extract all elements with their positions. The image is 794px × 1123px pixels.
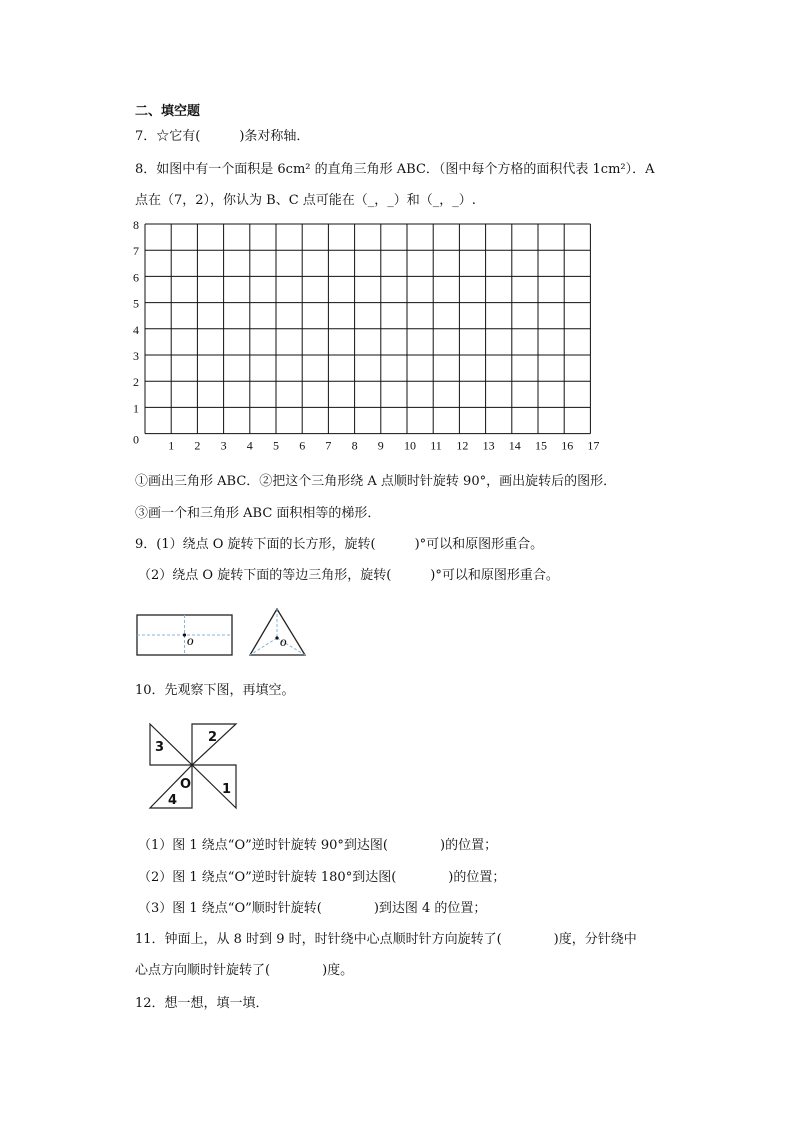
x-tick-label: 12 <box>456 438 469 453</box>
x-tick-label: 11 <box>430 438 442 453</box>
question-11-line-2: 心点方向顺时针旋转了( )度。 <box>135 963 354 978</box>
question-8-task-2: ③画一个和三角形 ABC 面积相等的梯形． <box>135 506 381 521</box>
pinwheel-figure <box>148 722 248 817</box>
y-tick-label: 5 <box>133 296 139 311</box>
triangle-figure <box>247 606 312 656</box>
x-tick-label: 8 <box>351 438 358 453</box>
triangle-center-point <box>275 636 278 639</box>
question-12: 12．想一想，填一填． <box>135 996 269 1011</box>
rect-center-label: O <box>187 637 194 647</box>
question-10-sub-1: （1）图 1 绕点“O”逆时针旋转 90°到达图( )的位置； <box>138 838 498 853</box>
question-8-line-2: 点在（7，2），你认为 B、C 点可能在（_，_）和（_，_）. <box>135 193 476 208</box>
question-10-sub-2: （2）图 1 绕点“O”逆时针旋转 180°到达图( )的位置； <box>138 870 506 885</box>
x-tick-label: 4 <box>246 438 253 453</box>
question-11-line-1: 11．钟面上，从 8 时到 9 时，时针绕中心点顺时针方向旋转了( )度，分针绕中 <box>135 932 637 947</box>
triangle-center-label: O <box>280 638 287 648</box>
question-7: 7．☆它有( )条对称轴． <box>135 129 310 144</box>
question-10: 10．先观察下图，再填空。 <box>135 683 295 698</box>
x-tick-label: 1 <box>168 438 175 453</box>
x-tick-label: 7 <box>325 438 332 453</box>
y-tick-label: 8 <box>133 218 139 232</box>
y-tick-label: 3 <box>133 349 139 363</box>
x-tick-label: 15 <box>535 438 547 453</box>
section-title: 二、填空题 <box>135 104 201 119</box>
question-9-line-2: （2）绕点 O 旋转下面的等边三角形，旋转( )°可以和原图形重合。 <box>138 568 559 583</box>
y-tick-label: 6 <box>133 270 139 285</box>
x-tick-label: 0 <box>133 432 139 447</box>
x-tick-label: 6 <box>299 438 306 453</box>
x-tick-label: 16 <box>561 438 574 453</box>
grid-lines <box>145 224 590 434</box>
question-9-line-1: 9．(1）绕点 O 旋转下面的长方形，旋转( )°可以和原图形重合。 <box>135 537 544 552</box>
x-tick-label: 9 <box>377 438 384 453</box>
y-tick-label: 7 <box>133 244 139 259</box>
x-tick-label: 3 <box>220 438 227 453</box>
rectangle-figure <box>135 612 235 657</box>
coordinate-grid <box>130 218 600 468</box>
center-point <box>183 633 186 636</box>
median-2 <box>250 638 277 655</box>
question-10-sub-3: （3）图 1 绕点“O”顺时针旋转( )到达图 4 的位置； <box>138 901 487 916</box>
x-tick-label: 5 <box>273 438 279 453</box>
y-tick-label: 4 <box>133 322 139 337</box>
x-tick-label: 17 <box>587 438 600 453</box>
y-axis-labels <box>133 218 139 415</box>
pinwheel-label-3: 3 <box>155 740 165 755</box>
pinwheel-label-1: 1 <box>222 782 232 797</box>
pinwheel-center-label: O <box>180 777 192 792</box>
x-tick-label: 2 <box>194 438 201 453</box>
question-8-line-1: 8．如图中有一个面积是 6cm² 的直角三角形 ABC．（图中每个方格的面积代表 1cm²）．A <box>135 162 655 177</box>
question-8-task-1: ①画出三角形 ABC．②把这个三角形绕 A 点顺时针旋转 90°，画出旋转后的图形． <box>135 474 617 489</box>
pinwheel-label-4: 4 <box>168 793 178 808</box>
x-tick-label: 14 <box>508 438 521 453</box>
y-tick-label: 2 <box>133 375 139 390</box>
x-tick-label: 13 <box>482 438 495 453</box>
pinwheel-label-2: 2 <box>208 730 218 745</box>
y-tick-label: 1 <box>133 401 139 416</box>
x-axis-labels <box>133 433 599 453</box>
x-tick-label: 10 <box>404 438 416 453</box>
